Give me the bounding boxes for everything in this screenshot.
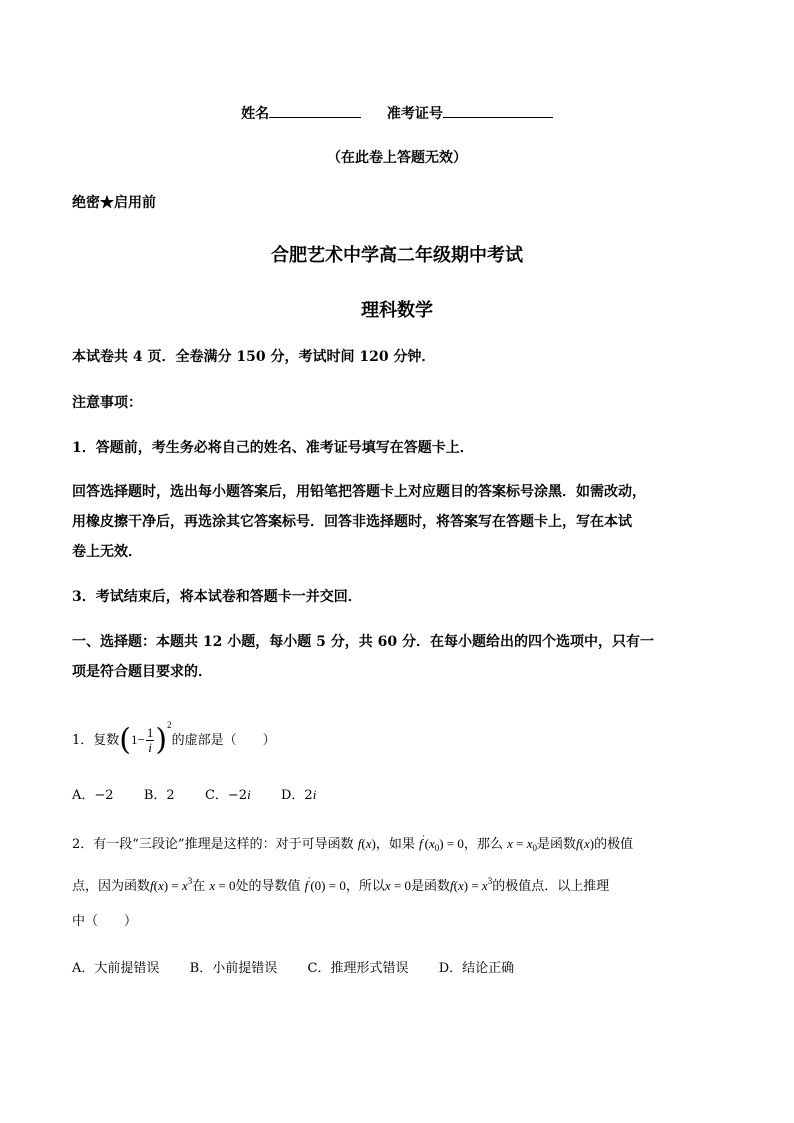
q1-suffix: 的虚部是（ ） — [171, 733, 276, 748]
q2-option-c[interactable]: C．推理形式错误 — [307, 961, 409, 976]
section-1-line-1: 一、选择题：本题共 12 小题，每小题 5 分，共 60 分．在每小题给出的四个选项中，只有一 — [72, 634, 654, 650]
q2-option-d[interactable]: D．结论正确 — [438, 961, 515, 976]
note-3: 3．考试结束后，将本试卷和答题卡一并交回． — [72, 589, 362, 605]
note-2-line-2: 用橡皮擦干净后，再选涂其它答案标号．回答非选择题时，将答案写在答题卡上，写在本试 — [72, 514, 632, 530]
secret-label: 绝密★启用前 — [72, 195, 156, 211]
q1-prefix: 1．复数 — [72, 733, 120, 748]
q2-option-b[interactable]: B．小前提错误 — [189, 961, 278, 976]
section-1-line-2: 项是符合题目要求的． — [72, 664, 212, 680]
subject-title: 理科数学 — [361, 300, 433, 321]
name-blank[interactable] — [269, 103, 361, 118]
q2-options — [72, 957, 746, 976]
question-2-line-2: 点，因为函数$f(x) = x^3$在 x = 0处的导数值 f′(0) = 0，所以x = 0是函数$f(x) = x^3$的极值点．以上推理 — [72, 876, 610, 894]
q1-options — [72, 784, 746, 803]
exam-intro: 本试卷共 4 页．全卷满分 150 分，考试时间 120 分钟． — [72, 349, 436, 365]
q1-option-b[interactable]: B．2 — [143, 788, 175, 803]
question-1 — [72, 708, 746, 758]
q1-option-a[interactable]: A．−2 — [72, 788, 114, 803]
exam-title: 合肥艺术中学高二年级期中考试 — [271, 245, 523, 266]
name-label: 姓名 — [241, 106, 270, 122]
q1-option-c[interactable]: C．−2i — [204, 787, 251, 803]
q1-formula: (1− $\frac{1}{i}$ )$^2$ — [119, 720, 172, 758]
question-2-line-1: 2．有一段“三段论”推理是这样的：对于可导函数 f(x)，如果 $f'(x_0) = 0$，那么 $x = x_0$是函数f(x)的极值 — [72, 835, 634, 853]
id-label: 准考证号 — [386, 106, 443, 122]
note-2-line-3: 卷上无效． — [72, 544, 142, 560]
invalid-notice: （在此卷上答题无效） — [327, 150, 467, 166]
note-2-line-1: 回答选择题时，选出每小题答案后，用铅笔把答题卡上对应题目的答案标号涂黑．如需改动， — [72, 484, 646, 500]
notes-title: 注意事项： — [72, 395, 142, 411]
note-1: 1．答题前，考生务必将自己的姓名、准考证号填写在答题卡上． — [72, 440, 474, 456]
q2-option-a[interactable]: A．大前提错误 — [72, 961, 160, 976]
id-blank[interactable] — [443, 103, 553, 118]
candidate-info-line — [0, 103, 794, 123]
q1-option-d[interactable]: D．2i — [280, 787, 317, 803]
question-2-line-3: 中（ ） — [72, 914, 138, 929]
